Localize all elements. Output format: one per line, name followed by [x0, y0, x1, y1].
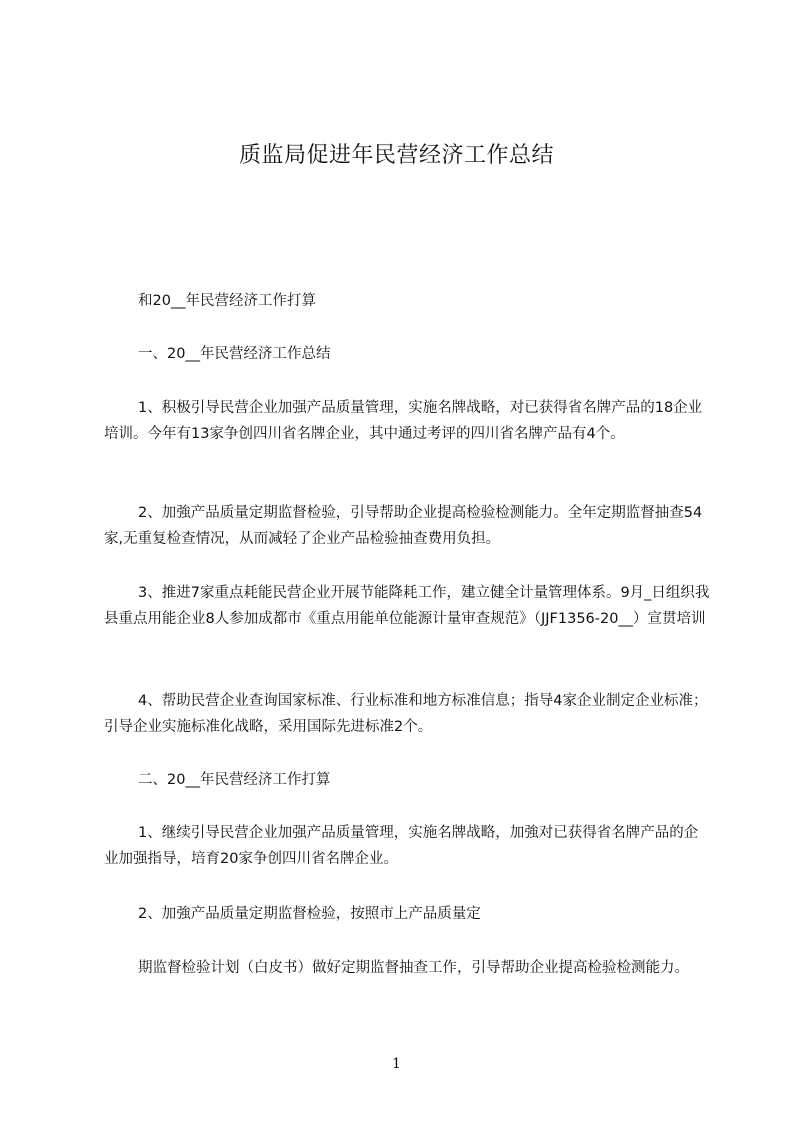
paragraph-item-1: 1、积极引导民营企业加强产品质量管理，实施名牌战略，对已获得省名牌产品的18企业培训。今年有13家争创四川省名牌企业，其中通过考评的四川省名牌产品有4个。 — [104, 400, 703, 442]
paragraph-subtitle: 和20__年民营经济工作打算 — [138, 293, 316, 309]
paragraph-item-3: 3、推进7家重点耗能民营企业开展节能降耗工作，建立健全计量管理体系。9月_日组织我县重点用能企业8人参加成都市《重点用能单位能源计量审查规范》（JJF1356-20__）宣贯培训 — [104, 585, 710, 627]
paragraph-item-4: 4、帮助民营企业查询国家标准、行业标准和地方标准信息；指导4家企业制定企业标准；引导企业实施标准化战略，采用国际先进标准2个。 — [104, 693, 708, 735]
paragraph-plan-2-continued: 期监督检验计划（白皮书）做好定期监督抽查工作，引导帮助企业提高检验检测能力。 — [138, 960, 689, 976]
section-heading-plan: 二、20__年民营经济工作打算 — [138, 772, 331, 788]
page-number: 1 — [392, 1056, 401, 1072]
document-title: 质监局促进年民营经济工作总结 — [238, 143, 554, 168]
paragraph-plan-2: 2、加強产品质量定期监督检验，按照市上产品质量定 — [138, 906, 481, 922]
section-heading-summary: 一、20__年民营经济工作总结 — [138, 346, 331, 362]
paragraph-plan-1: 1、继续引导民营企业加强产品质量管理，实施名牌战略，加強对已获得省名牌产品的企业加强指导，培育20家争创四川省名牌企业。 — [104, 825, 699, 867]
paragraph-item-2: 2、加強产品质量定期监督检验，引导帮助企业提高检验检测能力。全年定期监督抽查54家,无重复检查情况，从而减轻了企业产品检验抽查费用负担。 — [104, 505, 703, 547]
